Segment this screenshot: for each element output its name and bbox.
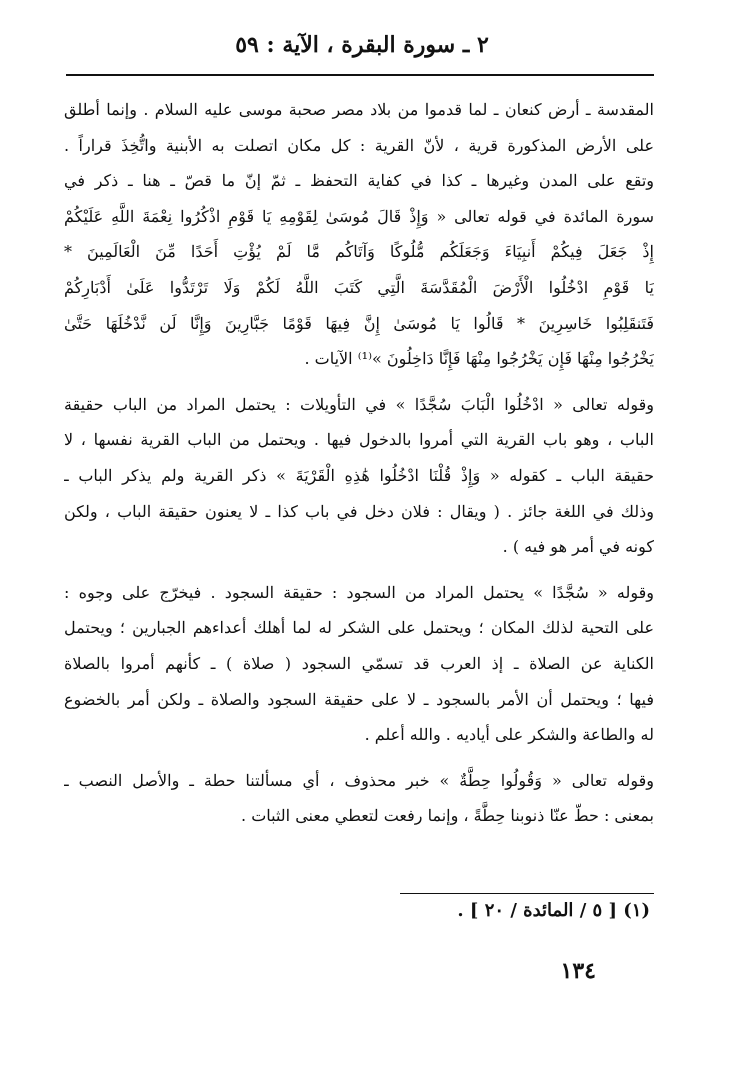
page-number: ١٣٤: [560, 958, 596, 984]
text-line: على الأرض المذكورة قرية ، لأنّ القرية : كل مكان اتصلت به الأبنية واتُّخِذَ قراراً .: [64, 135, 654, 155]
body-text: [64, 92, 654, 834]
text-line: سورة المائدة في قوله تعالى « وَإِذْ قَالَ مُوسَىٰ لِقَوْمِهِ يَا قَوْمِ اذْكُرُوا نِعْمَةَ اللَّهِ عَلَيْكُمْ: [64, 206, 654, 226]
text-line: فيها ؛ ويحتمل أن الأمر بالسجود ـ لا على حقيقة السجود والصلاة ـ ولكن أمر بالخضوع: [64, 689, 654, 709]
text-line: حقيقة الباب ـ كقوله « وَإِذْ قُلْنَا ادْخُلُوا هَٰذِهِ الْقَرْيَةَ » ذكر القرية ولم يذكر الباب ـ: [64, 465, 654, 485]
paragraph: [64, 575, 654, 753]
footnote-divider: [400, 893, 654, 894]
page-header: ٢ ـ سورة البقرة ، الآية : ٥٩: [235, 32, 489, 58]
paragraph: [64, 763, 654, 834]
text-line: وقوله تعالى « وَقُولُوا حِطَّةٌ » خبر محذوف ، أي مسألتنا حطة ـ والأصل النصب ـ: [64, 770, 654, 790]
header-divider: [66, 74, 654, 76]
text-line: الكناية عن الصلاة ـ إذ العرب قد تسمّي السجود ( صلاة ) ـ كأنهم أمروا بالصلاة: [64, 653, 654, 673]
paragraph: [64, 92, 654, 377]
text-line: فَتَنقَلِبُوا خَاسِرِينَ * قَالُوا يَا مُوسَىٰ إِنَّ فِيهَا قَوْمًا جَبَّارِينَ وَإِنَّا لَن نَّدْخُلَهَا حَتَّىٰ: [64, 313, 654, 333]
footnote: (١) [ ٥ / المائدة / ٢٠ ] .: [457, 900, 650, 921]
text-line: يَخْرُجُوا مِنْهَا فَإِن يَخْرُجُوا مِنْهَا فَإِنَّا دَاخِلُونَ »⁽¹⁾ الآيات .: [304, 349, 654, 369]
text-line: وذلك في اللغة جائز . ( ويقال : فلان دخل في باب كذا ـ لا يعنون حقيقة الباب ، ولكن: [64, 501, 654, 521]
text-line: المقدسة ـ أرض كنعان ـ لما قدموا من بلاد مصر صحبة موسى عليه السلام . وإنما أطلق: [64, 100, 654, 119]
text-line: كونه في أمر هو فيه ) .: [502, 537, 654, 557]
text-line: وقوله تعالى « ادْخُلُوا الْبَابَ سُجَّدًا » في التأويلات : يحتمل المراد من الباب حقيقة: [64, 394, 654, 414]
text-line: وقوله « سُجَّدًا » يحتمل المراد من السجود : حقيقة السجود . فيخرّج على وجوه :: [64, 582, 654, 602]
text-line: إِذْ جَعَلَ فِيكُمْ أَنبِيَاءَ وَجَعَلَكُم مُّلُوكًا وَآتَاكُم مَّا لَمْ يُؤْتِ أَحَدًا مِّنَ الْعَالَمِينَ *: [64, 242, 654, 262]
text-line: على التحية لذلك المكان ؛ ويحتمل على الشكر له لما أهلك أعداءهم الجبارين ؛ ويحتمل: [64, 618, 654, 638]
paragraph: [64, 387, 654, 565]
text-line: وتقع على المدن وغيرها ـ كذا في كفاية التحفظ ـ ثمّ إنّ ما قصّ ـ هنا ـ ذكر في: [64, 171, 654, 191]
text-line: الباب ، وهو باب القرية التي أمروا بالدخول فيها . ويحتمل من الباب القرية نفسها ، لا: [64, 430, 654, 450]
text-line: له والطاعة والشكر على أياديه . والله أعلم .: [364, 725, 654, 745]
text-line: يَا قَوْمِ ادْخُلُوا الْأَرْضَ الْمُقَدَّسَةَ الَّتِي كَتَبَ اللَّهُ لَكُمْ وَلَا تَرْتَدُّوا عَلَىٰ أَدْبَارِكُمْ: [64, 277, 654, 297]
text-line: بمعنى : حطّ عنّا ذنوبنا حِطَّةً ، وإنما رفعت لتعطي معنى الثبات .: [241, 806, 654, 826]
